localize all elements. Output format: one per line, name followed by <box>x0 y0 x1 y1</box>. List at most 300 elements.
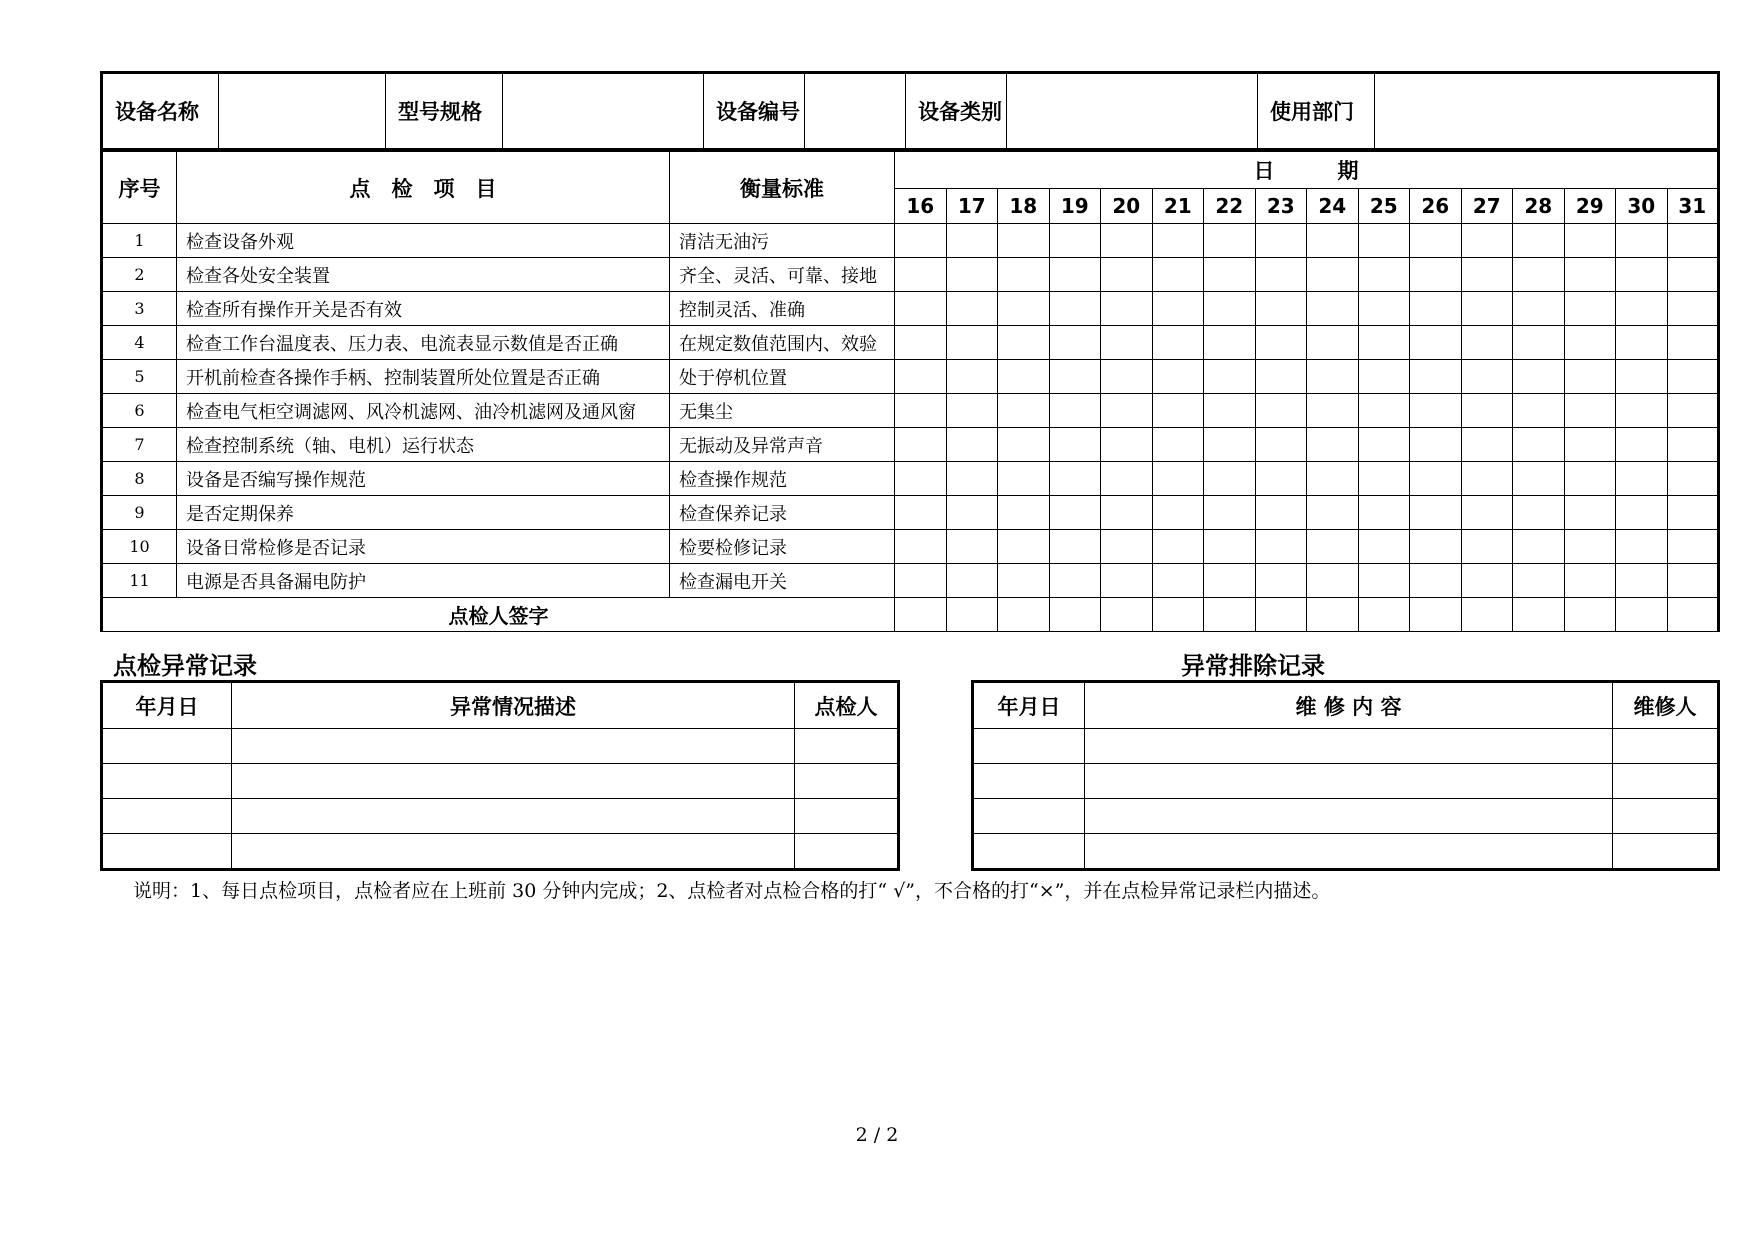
check-cell[interactable] <box>998 496 1050 530</box>
signature-cell[interactable] <box>1307 598 1359 632</box>
check-cell[interactable] <box>1564 326 1616 360</box>
check-cell[interactable] <box>1255 462 1307 496</box>
check-cell[interactable] <box>1101 564 1153 598</box>
check-cell[interactable] <box>1255 224 1307 258</box>
check-cell[interactable] <box>1667 428 1719 462</box>
check-cell[interactable] <box>1152 258 1204 292</box>
day-header: 30 <box>1616 189 1668 224</box>
check-cell[interactable] <box>895 564 947 598</box>
device-type-field[interactable] <box>1007 73 1258 150</box>
check-cell[interactable] <box>1204 292 1256 326</box>
check-standard: 无振动及异常声音 <box>670 428 895 462</box>
check-cell[interactable] <box>1049 258 1101 292</box>
abnormal-inspector-header: 点检人 <box>795 682 899 729</box>
check-cell[interactable] <box>895 292 947 326</box>
check-cell[interactable] <box>946 326 998 360</box>
check-cell[interactable] <box>1513 224 1565 258</box>
check-cell[interactable] <box>1410 394 1462 428</box>
device-no-label: 设备编号 <box>704 73 805 150</box>
check-cell[interactable] <box>1564 292 1616 326</box>
check-cell[interactable] <box>1049 360 1101 394</box>
check-cell[interactable] <box>1513 564 1565 598</box>
check-cell[interactable] <box>1307 292 1359 326</box>
device-info-table <box>100 71 1720 151</box>
check-cell[interactable] <box>1101 530 1153 564</box>
check-cell[interactable] <box>1667 224 1719 258</box>
check-cell[interactable] <box>1358 224 1410 258</box>
row-number: 9 <box>102 496 177 530</box>
check-cell[interactable] <box>1307 428 1359 462</box>
check-standard: 检查保养记录 <box>670 496 895 530</box>
row-number: 5 <box>102 360 177 394</box>
check-cell[interactable] <box>1358 360 1410 394</box>
signature-cell[interactable] <box>946 598 998 632</box>
check-cell[interactable] <box>1049 462 1101 496</box>
signature-cell[interactable] <box>1152 598 1204 632</box>
check-cell[interactable] <box>1204 258 1256 292</box>
record-cell[interactable] <box>1613 799 1719 834</box>
record-cell[interactable] <box>795 729 899 764</box>
check-cell[interactable] <box>895 394 947 428</box>
day-header: 19 <box>1049 189 1101 224</box>
check-item: 是否定期保养 <box>177 496 670 530</box>
check-cell[interactable] <box>1616 224 1668 258</box>
check-item: 设备是否编写操作规范 <box>177 462 670 496</box>
check-cell[interactable] <box>998 564 1050 598</box>
check-cell[interactable] <box>1667 326 1719 360</box>
row-number: 3 <box>102 292 177 326</box>
check-cell[interactable] <box>1152 394 1204 428</box>
check-item: 检查工作台温度表、压力表、电流表显示数值是否正确 <box>177 326 670 360</box>
day-header: 25 <box>1358 189 1410 224</box>
check-cell[interactable] <box>1410 462 1462 496</box>
table-row <box>102 326 1719 360</box>
check-cell[interactable] <box>1152 496 1204 530</box>
record-cell[interactable] <box>102 799 232 834</box>
check-cell[interactable] <box>946 428 998 462</box>
check-cell[interactable] <box>1152 360 1204 394</box>
check-cell[interactable] <box>1049 428 1101 462</box>
day-header: 22 <box>1204 189 1256 224</box>
table-row <box>102 530 1719 564</box>
table-row <box>973 764 1719 799</box>
check-cell[interactable] <box>895 496 947 530</box>
check-cell[interactable] <box>1255 428 1307 462</box>
check-item: 检查电气柜空调滤网、风冷机滤网、油冷机滤网及通风窗 <box>177 394 670 428</box>
check-cell[interactable] <box>998 360 1050 394</box>
check-cell[interactable] <box>895 530 947 564</box>
check-cell[interactable] <box>1255 496 1307 530</box>
standard-header: 衡量标准 <box>670 152 895 224</box>
check-cell[interactable] <box>1307 530 1359 564</box>
dept-field[interactable] <box>1375 73 1719 150</box>
check-cell[interactable] <box>1049 564 1101 598</box>
signature-cell[interactable] <box>1101 598 1153 632</box>
check-cell[interactable] <box>1204 428 1256 462</box>
check-cell[interactable] <box>998 428 1050 462</box>
check-cell[interactable] <box>1410 530 1462 564</box>
check-standard: 在规定数值范围内、效验 <box>670 326 895 360</box>
check-cell[interactable] <box>1152 564 1204 598</box>
check-cell[interactable] <box>1616 496 1668 530</box>
repairer-header: 维修人 <box>1613 682 1719 729</box>
check-cell[interactable] <box>1101 462 1153 496</box>
repair-date-header: 年月日 <box>973 682 1085 729</box>
abnormal-record-table <box>100 680 900 871</box>
check-cell[interactable] <box>1307 564 1359 598</box>
row-number: 10 <box>102 530 177 564</box>
table-row <box>102 496 1719 530</box>
check-cell[interactable] <box>1410 428 1462 462</box>
record-cell[interactable] <box>1085 834 1613 870</box>
check-cell[interactable] <box>1461 462 1513 496</box>
day-header: 28 <box>1513 189 1565 224</box>
check-cell[interactable] <box>1667 530 1719 564</box>
abnormal-record-title: 点检异常记录 <box>113 652 257 680</box>
table-row <box>102 764 899 799</box>
check-cell[interactable] <box>895 326 947 360</box>
check-standard: 清洁无油污 <box>670 224 895 258</box>
inspection-table <box>100 151 1720 632</box>
check-cell[interactable] <box>1513 428 1565 462</box>
check-cell[interactable] <box>1667 496 1719 530</box>
check-cell[interactable] <box>1101 326 1153 360</box>
check-cell[interactable] <box>946 564 998 598</box>
check-cell[interactable] <box>1307 394 1359 428</box>
check-cell[interactable] <box>1204 530 1256 564</box>
check-cell[interactable] <box>1255 326 1307 360</box>
check-cell[interactable] <box>998 462 1050 496</box>
check-cell[interactable] <box>1101 496 1153 530</box>
signature-cell[interactable] <box>1513 598 1565 632</box>
check-cell[interactable] <box>1152 428 1204 462</box>
record-cell[interactable] <box>1085 799 1613 834</box>
check-cell[interactable] <box>1204 224 1256 258</box>
signature-cell[interactable] <box>1358 598 1410 632</box>
table-row <box>102 729 899 764</box>
check-cell[interactable] <box>1564 564 1616 598</box>
check-cell[interactable] <box>1461 326 1513 360</box>
check-cell[interactable] <box>895 258 947 292</box>
check-cell[interactable] <box>946 496 998 530</box>
record-cell[interactable] <box>232 799 795 834</box>
check-cell[interactable] <box>1255 564 1307 598</box>
check-cell[interactable] <box>1461 394 1513 428</box>
row-number: 11 <box>102 564 177 598</box>
check-item: 检查设备外观 <box>177 224 670 258</box>
check-cell[interactable] <box>1049 496 1101 530</box>
check-cell[interactable] <box>1616 530 1668 564</box>
check-cell[interactable] <box>1255 530 1307 564</box>
day-header: 21 <box>1152 189 1204 224</box>
check-cell[interactable] <box>1204 462 1256 496</box>
day-header: 29 <box>1564 189 1616 224</box>
check-item: 检查所有操作开关是否有效 <box>177 292 670 326</box>
check-cell[interactable] <box>1410 326 1462 360</box>
check-cell[interactable] <box>1101 292 1153 326</box>
row-number: 1 <box>102 224 177 258</box>
check-item: 设备日常检修是否记录 <box>177 530 670 564</box>
check-cell[interactable] <box>1461 564 1513 598</box>
check-cell[interactable] <box>946 224 998 258</box>
check-cell[interactable] <box>946 360 998 394</box>
row-number: 2 <box>102 258 177 292</box>
check-item: 开机前检查各操作手柄、控制装置所处位置是否正确 <box>177 360 670 394</box>
check-cell[interactable] <box>1564 530 1616 564</box>
check-cell[interactable] <box>1358 428 1410 462</box>
check-cell[interactable] <box>1461 224 1513 258</box>
check-cell[interactable] <box>1358 530 1410 564</box>
signature-cell[interactable] <box>895 598 947 632</box>
check-cell[interactable] <box>946 292 998 326</box>
record-cell[interactable] <box>1085 729 1613 764</box>
check-cell[interactable] <box>1307 224 1359 258</box>
check-cell[interactable] <box>998 394 1050 428</box>
check-cell[interactable] <box>1461 496 1513 530</box>
record-cell[interactable] <box>232 729 795 764</box>
row-number: 6 <box>102 394 177 428</box>
check-cell[interactable] <box>1667 258 1719 292</box>
signature-cell[interactable] <box>1667 598 1719 632</box>
check-cell[interactable] <box>1616 564 1668 598</box>
signature-cell[interactable] <box>1049 598 1101 632</box>
check-cell[interactable] <box>1616 428 1668 462</box>
check-cell[interactable] <box>1204 326 1256 360</box>
check-item: 检查控制系统（轴、电机）运行状态 <box>177 428 670 462</box>
check-cell[interactable] <box>1152 462 1204 496</box>
check-cell[interactable] <box>1152 326 1204 360</box>
check-cell[interactable] <box>1667 462 1719 496</box>
check-cell[interactable] <box>1616 292 1668 326</box>
model-field[interactable] <box>503 73 704 150</box>
check-cell[interactable] <box>1255 394 1307 428</box>
check-cell[interactable] <box>1152 292 1204 326</box>
signature-cell[interactable] <box>1410 598 1462 632</box>
check-cell[interactable] <box>1667 292 1719 326</box>
check-cell[interactable] <box>1152 530 1204 564</box>
check-cell[interactable] <box>946 530 998 564</box>
check-cell[interactable] <box>1255 292 1307 326</box>
check-cell[interactable] <box>1667 360 1719 394</box>
check-cell[interactable] <box>1410 360 1462 394</box>
check-cell[interactable] <box>1307 258 1359 292</box>
check-cell[interactable] <box>998 292 1050 326</box>
record-cell[interactable] <box>795 799 899 834</box>
device-name-field[interactable] <box>219 73 386 150</box>
check-cell[interactable] <box>1101 360 1153 394</box>
check-cell[interactable] <box>1358 394 1410 428</box>
check-cell[interactable] <box>1513 530 1565 564</box>
date-header: 日 期 <box>895 152 1719 189</box>
check-cell[interactable] <box>1667 564 1719 598</box>
check-item: 检查各处安全装置 <box>177 258 670 292</box>
check-cell[interactable] <box>1410 258 1462 292</box>
check-cell[interactable] <box>946 394 998 428</box>
check-item: 电源是否具备漏电防护 <box>177 564 670 598</box>
check-cell[interactable] <box>1461 292 1513 326</box>
row-number: 4 <box>102 326 177 360</box>
check-cell[interactable] <box>1410 224 1462 258</box>
table-row <box>973 799 1719 834</box>
check-cell[interactable] <box>1358 496 1410 530</box>
table-row <box>102 462 1719 496</box>
item-header: 点 检 项 目 <box>177 152 670 224</box>
abnormal-desc-header: 异常情况描述 <box>232 682 795 729</box>
check-cell[interactable] <box>895 428 947 462</box>
table-row <box>102 564 1719 598</box>
record-cell[interactable] <box>102 834 232 870</box>
check-cell[interactable] <box>1255 360 1307 394</box>
signature-cell[interactable] <box>1616 598 1668 632</box>
record-cell[interactable] <box>973 764 1085 799</box>
device-name-label: 设备名称 <box>102 73 219 150</box>
day-header: 24 <box>1307 189 1359 224</box>
check-cell[interactable] <box>1513 496 1565 530</box>
day-header: 16 <box>895 189 947 224</box>
table-row <box>102 394 1719 428</box>
signature-cell[interactable] <box>1461 598 1513 632</box>
record-cell[interactable] <box>795 834 899 870</box>
check-cell[interactable] <box>1101 224 1153 258</box>
check-cell[interactable] <box>998 224 1050 258</box>
check-cell[interactable] <box>1513 258 1565 292</box>
check-cell[interactable] <box>1358 292 1410 326</box>
check-cell[interactable] <box>1461 428 1513 462</box>
check-cell[interactable] <box>1564 462 1616 496</box>
record-cell[interactable] <box>795 764 899 799</box>
check-cell[interactable] <box>1049 394 1101 428</box>
check-cell[interactable] <box>1616 394 1668 428</box>
day-header: 31 <box>1667 189 1719 224</box>
record-cell[interactable] <box>102 729 232 764</box>
day-header: 23 <box>1255 189 1307 224</box>
record-cell[interactable] <box>973 729 1085 764</box>
check-cell[interactable] <box>1513 462 1565 496</box>
check-cell[interactable] <box>1513 394 1565 428</box>
check-cell[interactable] <box>1358 258 1410 292</box>
check-cell[interactable] <box>1307 496 1359 530</box>
check-cell[interactable] <box>1461 258 1513 292</box>
check-cell[interactable] <box>1616 258 1668 292</box>
check-cell[interactable] <box>1049 326 1101 360</box>
device-no-field[interactable] <box>805 73 906 150</box>
record-cell[interactable] <box>232 764 795 799</box>
repair-content-header: 维 修 内 容 <box>1085 682 1613 729</box>
check-cell[interactable] <box>1049 224 1101 258</box>
check-cell[interactable] <box>1358 564 1410 598</box>
check-cell[interactable] <box>1204 360 1256 394</box>
signature-cell[interactable] <box>1564 598 1616 632</box>
check-cell[interactable] <box>1049 292 1101 326</box>
check-cell[interactable] <box>1307 326 1359 360</box>
check-cell[interactable] <box>1204 564 1256 598</box>
check-standard: 检查操作规范 <box>670 462 895 496</box>
record-cell[interactable] <box>1613 834 1719 870</box>
check-standard: 检查漏电开关 <box>670 564 895 598</box>
check-cell[interactable] <box>1204 496 1256 530</box>
check-cell[interactable] <box>1101 258 1153 292</box>
record-cell[interactable] <box>1613 764 1719 799</box>
seq-header: 序号 <box>102 152 177 224</box>
check-cell[interactable] <box>1049 530 1101 564</box>
check-cell[interactable] <box>1616 360 1668 394</box>
check-cell[interactable] <box>1410 292 1462 326</box>
check-cell[interactable] <box>1410 564 1462 598</box>
check-cell[interactable] <box>1255 258 1307 292</box>
table-row <box>102 799 899 834</box>
check-cell[interactable] <box>946 462 998 496</box>
check-cell[interactable] <box>1667 394 1719 428</box>
check-cell[interactable] <box>1152 224 1204 258</box>
check-cell[interactable] <box>1461 360 1513 394</box>
instruction-note: 说明：1、每日点检项目，点检者应在上班前 30 分钟内完成；2、点检者对点检合格的打“ √”，不合格的打“×”，并在点检异常记录栏内描述。 <box>133 880 1331 902</box>
check-standard: 齐全、灵活、可靠、接地 <box>670 258 895 292</box>
check-cell[interactable] <box>1410 496 1462 530</box>
repair-record-title: 异常排除记录 <box>1181 652 1325 680</box>
signature-cell[interactable] <box>998 598 1050 632</box>
check-standard: 控制灵活、准确 <box>670 292 895 326</box>
table-row <box>102 360 1719 394</box>
signature-cell[interactable] <box>1204 598 1256 632</box>
check-cell[interactable] <box>1616 326 1668 360</box>
page-number: 2 / 2 <box>855 1124 899 1146</box>
check-cell[interactable] <box>1564 394 1616 428</box>
signature-cell[interactable] <box>1255 598 1307 632</box>
record-cell[interactable] <box>232 834 795 870</box>
check-cell[interactable] <box>895 360 947 394</box>
table-row <box>102 292 1719 326</box>
check-cell[interactable] <box>1461 530 1513 564</box>
check-cell[interactable] <box>1513 360 1565 394</box>
signature-label: 点检人签字 <box>102 598 895 632</box>
check-cell[interactable] <box>1358 462 1410 496</box>
check-cell[interactable] <box>1513 326 1565 360</box>
table-row <box>973 729 1719 764</box>
record-cell[interactable] <box>973 834 1085 870</box>
check-cell[interactable] <box>998 530 1050 564</box>
check-cell[interactable] <box>1204 394 1256 428</box>
check-cell[interactable] <box>1307 462 1359 496</box>
check-cell[interactable] <box>946 258 998 292</box>
check-cell[interactable] <box>895 224 947 258</box>
check-cell[interactable] <box>895 462 947 496</box>
check-cell[interactable] <box>1564 496 1616 530</box>
record-cell[interactable] <box>1085 764 1613 799</box>
check-standard: 处于停机位置 <box>670 360 895 394</box>
model-label: 型号规格 <box>386 73 503 150</box>
abnormal-date-header: 年月日 <box>102 682 232 729</box>
day-header: 27 <box>1461 189 1513 224</box>
record-cell[interactable] <box>973 799 1085 834</box>
check-cell[interactable] <box>1616 462 1668 496</box>
day-header: 20 <box>1101 189 1153 224</box>
check-cell[interactable] <box>1564 428 1616 462</box>
check-cell[interactable] <box>1101 428 1153 462</box>
check-standard: 检要检修记录 <box>670 530 895 564</box>
check-cell[interactable] <box>1358 326 1410 360</box>
record-cell[interactable] <box>102 764 232 799</box>
check-cell[interactable] <box>1564 360 1616 394</box>
check-cell[interactable] <box>1513 292 1565 326</box>
record-cell[interactable] <box>1613 729 1719 764</box>
check-cell[interactable] <box>1564 258 1616 292</box>
check-cell[interactable] <box>998 326 1050 360</box>
check-cell[interactable] <box>1307 360 1359 394</box>
device-type-label: 设备类别 <box>906 73 1007 150</box>
check-cell[interactable] <box>1101 394 1153 428</box>
check-cell[interactable] <box>998 258 1050 292</box>
check-cell[interactable] <box>1564 224 1616 258</box>
